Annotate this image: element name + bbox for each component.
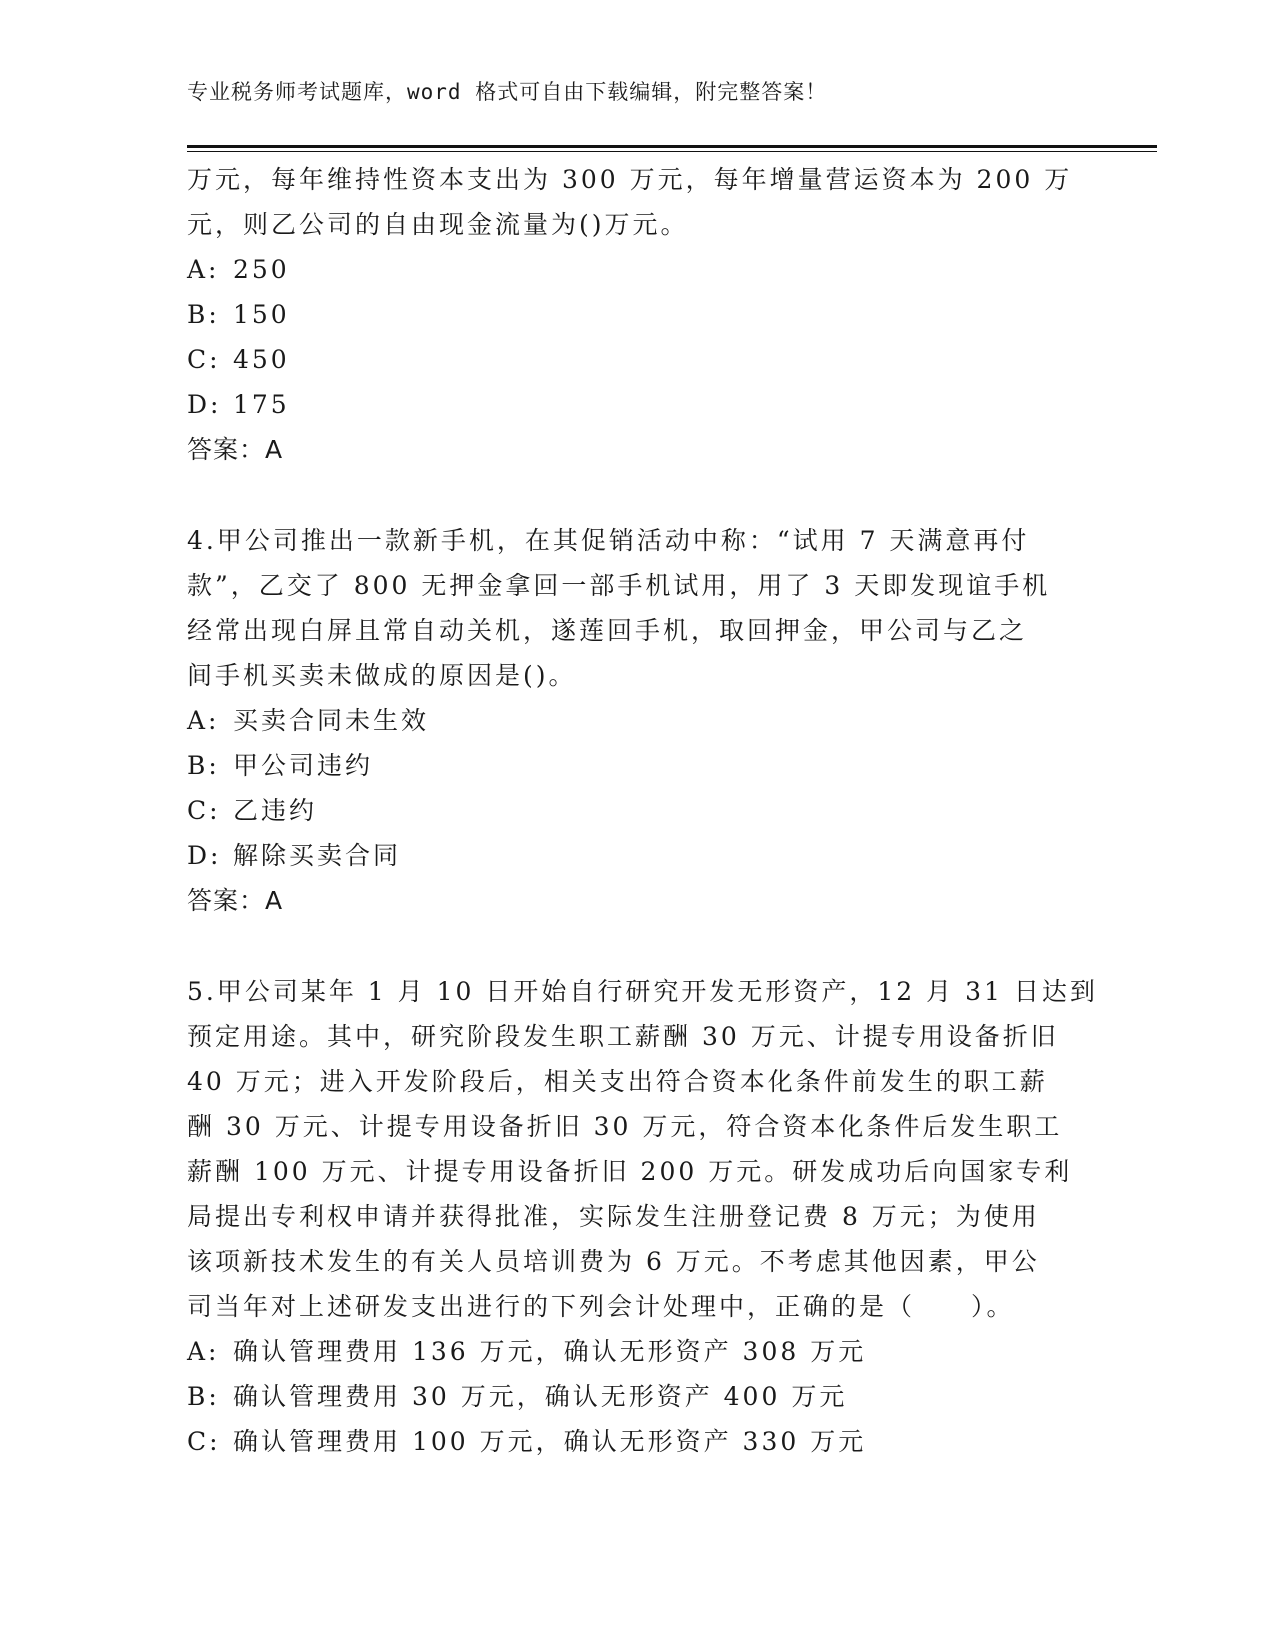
question-text-line: 间手机买卖未做成的原因是()。	[187, 661, 577, 690]
option-text: 250	[233, 255, 290, 284]
option-d	[187, 382, 1077, 427]
option-b	[187, 1374, 1077, 1419]
question-text-line: 元，则乙公司的自由现金流量为()万元。	[187, 210, 689, 239]
question-text-line: 款”，乙交了 800 无押金拿回一部手机试用，用了 3 天即发现谊手机	[187, 571, 1051, 600]
option-c	[187, 788, 1077, 833]
header-rule-thin	[187, 151, 1157, 152]
option-text: 175	[233, 390, 290, 419]
option-c	[187, 337, 1077, 382]
question-text-line: 酬 30 万元、计提专用设备折旧 30 万元，符合资本化条件后发生职工	[187, 1112, 1063, 1141]
page-header: 专业税务师考试题库，word 格式可自由下载编辑，附完整答案！	[187, 80, 828, 104]
header-rule-thick	[187, 145, 1157, 148]
option-text: 150	[233, 300, 290, 329]
question-4	[187, 518, 1077, 923]
option-d	[187, 833, 1077, 878]
question-3	[187, 157, 1077, 472]
option-key: B:	[187, 751, 220, 780]
option-key: C:	[187, 1427, 221, 1456]
question-text-line: 预定用途。其中，研究阶段发生职工薪酬 30 万元、计提专用设备折旧	[187, 1022, 1059, 1051]
question-text-line: 5.甲公司某年 1 月 10 日开始自行研究开发无形资产，12 月 31 日达到	[187, 977, 1098, 1006]
option-c	[187, 1419, 1077, 1464]
option-key: A:	[187, 706, 220, 735]
question-text-line: 司当年对上述研发支出进行的下列会计处理中，正确的是（ ）。	[187, 1292, 1015, 1321]
option-b	[187, 292, 1077, 337]
option-text: 确认管理费用 100 万元，确认无形资产 330 万元	[233, 1427, 867, 1456]
answer-line: 答案：A	[187, 886, 284, 915]
option-text: 乙违约	[233, 796, 318, 825]
question-text-line: 万元，每年维持性资本支出为 300 万元，每年增量营运资本为 200 万	[187, 165, 1073, 194]
option-key: D:	[187, 841, 222, 870]
option-text: 解除买卖合同	[233, 841, 402, 870]
option-a	[187, 247, 1077, 292]
option-a	[187, 1329, 1077, 1374]
option-b	[187, 743, 1077, 788]
option-text: 买卖合同未生效	[233, 706, 430, 735]
option-key: A:	[187, 255, 220, 284]
option-text: 确认管理费用 136 万元，确认无形资产 308 万元	[233, 1337, 867, 1366]
spacer	[187, 472, 1077, 518]
answer-line: 答案：A	[187, 435, 284, 464]
question-text-line: 薪酬 100 万元、计提专用设备折旧 200 万元。研发成功后向国家专利	[187, 1157, 1073, 1186]
question-text-line: 该项新技术发生的有关人员培训费为 6 万元。不考虑其他因素，甲公	[187, 1247, 1040, 1276]
option-a	[187, 698, 1077, 743]
option-key: D:	[187, 390, 222, 419]
question-text-line: 40 万元；进入开发阶段后，相关支出符合资本化条件前发生的职工薪	[187, 1067, 1048, 1096]
option-text: 确认管理费用 30 万元，确认无形资产 400 万元	[233, 1382, 848, 1411]
option-key: B:	[187, 300, 220, 329]
option-key: B:	[187, 1382, 220, 1411]
option-text: 450	[233, 345, 290, 374]
option-key: C:	[187, 345, 221, 374]
option-key: C:	[187, 796, 221, 825]
question-text-line: 局提出专利权申请并获得批准，实际发生注册登记费 8 万元；为使用	[187, 1202, 1040, 1231]
question-text-line: 4.甲公司推出一款新手机，在其促销活动中称：“试用 7 天满意再付	[187, 526, 1030, 555]
spacer	[187, 923, 1077, 969]
option-key: A:	[187, 1337, 220, 1366]
question-5	[187, 969, 1098, 1464]
option-text: 甲公司违约	[233, 751, 374, 780]
question-text-line: 经常出现白屏且常自动关机，遂莲回手机，取回押金，甲公司与乙之	[187, 616, 1028, 645]
document-body	[187, 157, 1098, 1464]
